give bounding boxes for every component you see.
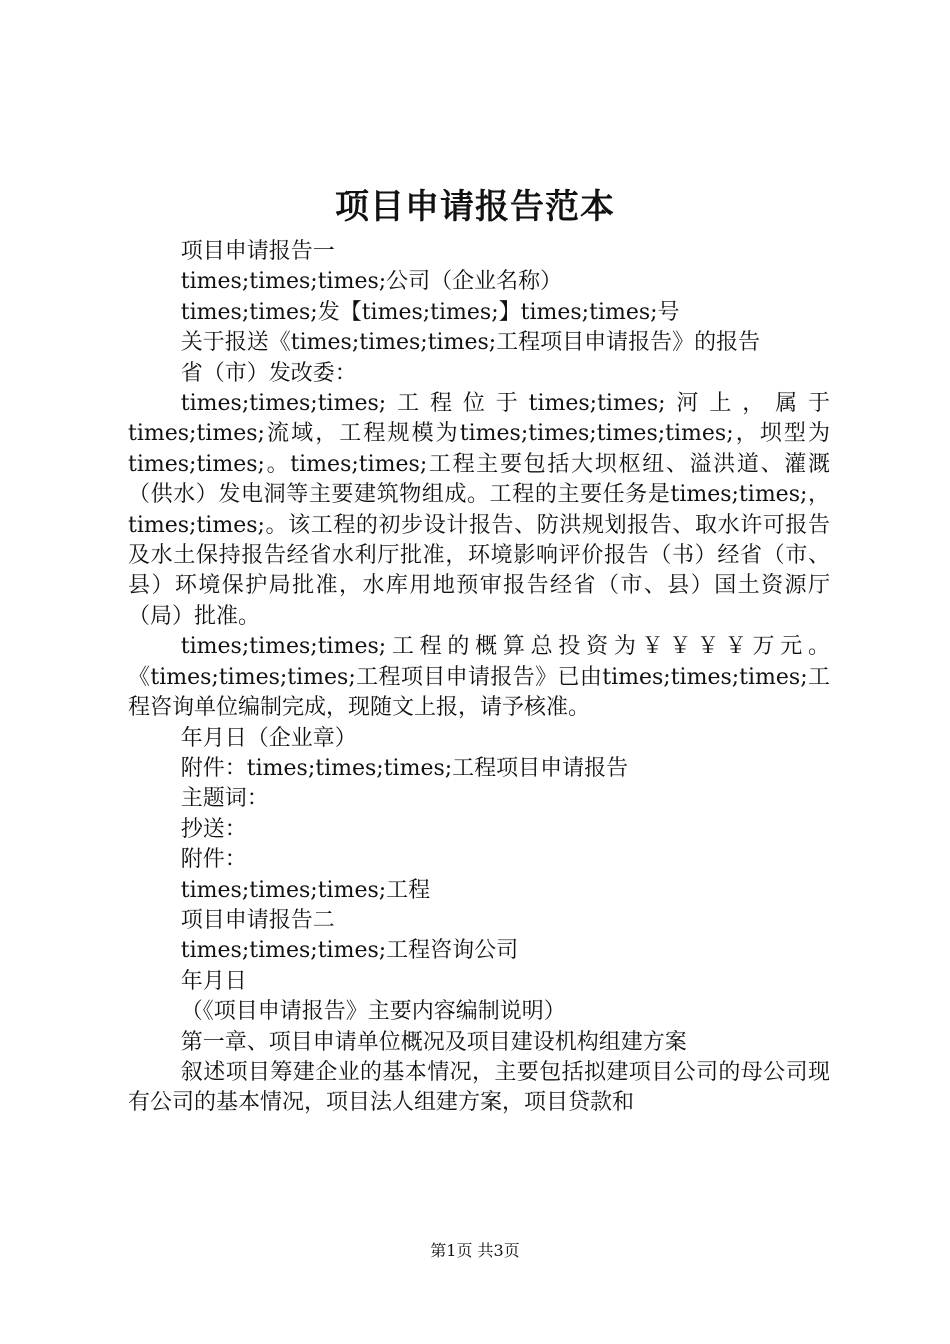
paragraph: 抄送： xyxy=(180,816,247,842)
paragraph: times;times;times;工程 xyxy=(180,877,431,903)
paragraph: times;times;times;工程位于times;times;河上，属于times;times;流域，工程规模为times;times;times;times;，坝型为times;times;。times;times;工程主要包括大坝枢纽、溢洪道、灌溉（供水）发电洞等主要建筑物组成。工程的主要任务是times;times;，times;times;。该工程的初步设计报告、防洪规划报告、取水许可报告及水土保持报告经省水利厅批准，环境影响评价报告（书）经省（市、县）环境保护局批准，水库用地预审报告经省（市、县）国土资源厅（局）批准。 xyxy=(128,391,830,629)
paragraph: times;times;times;工程的概算总投资为￥￥￥￥万元。《times;times;times;工程项目申请报告》已由times;times;times;工程咨询单位编制完成，现随文上报，请予核准。 xyxy=(128,634,830,721)
paragraph: 项目申请报告一 xyxy=(180,239,335,264)
paragraph: （《项目申请报告》主要内容编制说明） xyxy=(180,999,566,1025)
paragraph: 附件：times;times;times;工程项目申请报告 xyxy=(180,755,629,781)
paragraph: 主题词： xyxy=(180,786,269,812)
paragraph: 年月日（企业章） xyxy=(180,725,357,751)
paragraph: times;times;times;公司（企业名称） xyxy=(180,269,563,295)
paragraph: 附件： xyxy=(180,847,247,873)
paragraph: times;times;times;工程咨询公司 xyxy=(180,938,519,964)
paragraph: 关于报送《times;times;times;工程项目申请报告》的报告 xyxy=(180,330,761,356)
paragraph: 叙述项目筹建企业的基本情况，主要包括拟建项目公司的母公司现有公司的基本情况，项目法人组建方案，项目贷款和 xyxy=(128,1059,830,1116)
page-footer: 第1页 共3页 xyxy=(430,1241,520,1260)
document-body xyxy=(128,237,830,1119)
paragraph: 省（市）发改委： xyxy=(180,360,357,386)
paragraph: 年月日 xyxy=(180,968,247,994)
paragraph: 第一章、项目申请单位概况及项目建设机构组建方案 xyxy=(180,1029,687,1055)
paragraph: 项目申请报告二 xyxy=(180,907,335,933)
document-title: 项目申请报告范本 xyxy=(335,187,615,227)
paragraph: times;times;发【times;times;】times;times;号 xyxy=(180,299,680,325)
